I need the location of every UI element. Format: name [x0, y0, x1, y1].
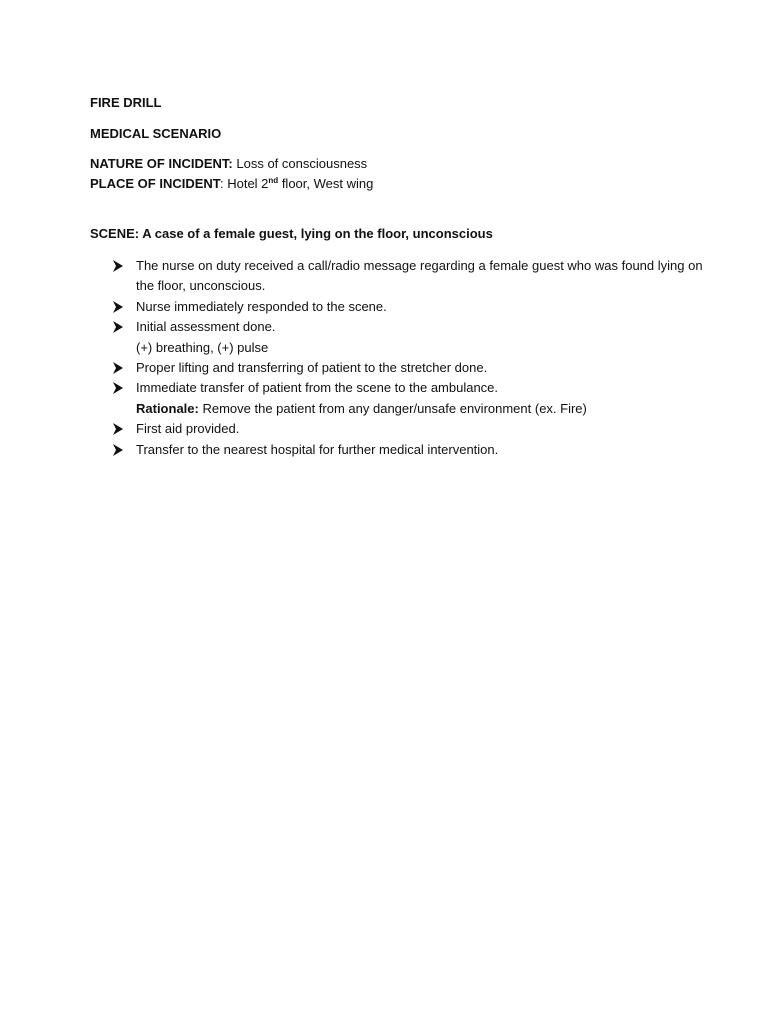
list-item	[112, 378, 712, 398]
place-label: PLACE OF INCIDENT	[90, 176, 221, 191]
arrowhead-bullet-icon	[112, 440, 126, 460]
list-item-text: First aid provided.	[136, 421, 240, 437]
list-item	[112, 419, 712, 439]
place-value-suffix: floor, West wing	[278, 176, 374, 191]
place-value-prefix: : Hotel 2	[220, 176, 269, 191]
list-item-subline: (+) breathing, (+) pulse	[136, 339, 269, 355]
steps-list	[112, 256, 712, 460]
list-item	[112, 317, 712, 337]
list-item-text: Immediate transfer of patient from the scene to the ambulance.	[136, 380, 499, 396]
scene-heading: SCENE: A case of a female guest, lying on the floor, unconscious	[90, 226, 493, 241]
nature-of-incident	[90, 156, 367, 171]
arrowhead-bullet-icon	[112, 317, 126, 337]
rationale-label: Rationale:	[136, 400, 199, 416]
list-item	[112, 256, 712, 297]
list-item	[112, 440, 712, 460]
arrowhead-bullet-icon	[112, 419, 126, 439]
document-title: FIRE DRILL	[90, 95, 162, 110]
arrowhead-bullet-icon	[112, 297, 126, 317]
arrowhead-bullet-icon	[112, 378, 126, 398]
place-value-sup: nd	[268, 176, 279, 185]
list-item-text: Proper lifting and transferring of patient to the stretcher done.	[136, 360, 488, 376]
arrowhead-bullet-icon	[112, 256, 126, 276]
document-subtitle: MEDICAL SCENARIO	[90, 126, 222, 141]
list-item-text: Nurse immediately responded to the scene.	[136, 298, 387, 314]
place-of-incident	[90, 176, 373, 191]
rationale-text: Remove the patient from any danger/unsafe environment (ex. Fire)	[198, 400, 587, 416]
arrowhead-bullet-icon	[112, 358, 126, 378]
nature-label: NATURE OF INCIDENT:	[90, 156, 233, 171]
list-item-text: Initial assessment done.	[136, 319, 276, 335]
list-item	[112, 297, 712, 317]
list-item	[112, 358, 712, 378]
rationale-line	[112, 399, 712, 419]
list-item-text: Transfer to the nearest hospital for further medical intervention.	[136, 441, 499, 457]
list-item-text: The nurse on duty received a call/radio message regarding a female guest who was found lying on the floor, unconscious.	[136, 258, 703, 294]
nature-value: Loss of consciousness	[232, 156, 368, 171]
